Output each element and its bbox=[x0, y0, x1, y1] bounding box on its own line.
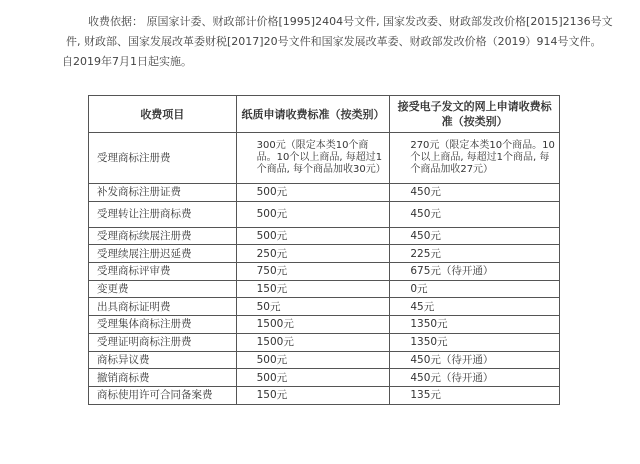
online-fee: 0元 bbox=[390, 280, 560, 298]
online-fee: 45元 bbox=[390, 298, 560, 316]
paper-fee: 750元 bbox=[236, 263, 390, 281]
paper-fee: 500元 bbox=[236, 351, 390, 369]
table-row bbox=[89, 351, 560, 369]
table-row bbox=[89, 280, 560, 298]
fee-item: 出具商标证明费 bbox=[89, 298, 237, 316]
fee-item: 受理商标评审费 bbox=[89, 263, 237, 281]
online-fee: 1350元 bbox=[390, 316, 560, 334]
paper-fee: 150元 bbox=[236, 386, 390, 404]
effective-date: 自2019年7月1日起实施。 bbox=[62, 55, 192, 68]
table-row bbox=[89, 245, 560, 263]
table-row bbox=[89, 386, 560, 404]
fee-item: 撤销商标费 bbox=[89, 369, 237, 387]
table-row bbox=[89, 333, 560, 351]
paper-fee: 1500元 bbox=[236, 333, 390, 351]
header-paper-fee: 纸质申请收费标准（按类别） bbox=[236, 96, 390, 133]
header-online-fee: 接受电子发文的网上申请收费标准（按类别） bbox=[390, 96, 560, 133]
online-fee: 675元（待开通） bbox=[390, 263, 560, 281]
fee-item: 商标使用许可合同备案费 bbox=[89, 386, 237, 404]
online-fee: 450元 bbox=[390, 227, 560, 245]
table-row bbox=[89, 227, 560, 245]
table-row bbox=[89, 369, 560, 387]
paper-fee: 500元 bbox=[236, 227, 390, 245]
paper-fee: 50元 bbox=[236, 298, 390, 316]
online-fee: 135元 bbox=[390, 386, 560, 404]
table-row bbox=[89, 316, 560, 334]
online-fee: 450元 bbox=[390, 201, 560, 227]
table-row bbox=[89, 133, 560, 184]
fee-basis-paragraph: 收费依据： 原国家计委、财政部计价格[1995]2404号文件, 国家发改委、财政部发改价格[2015]2136号文件, 财政部、国家发展改革委财税[2017]20号文件和国家发展改革委、财政部发改价格（2019）914号文件。 bbox=[66, 15, 613, 48]
paper-fee: 500元 bbox=[236, 369, 390, 387]
fee-item: 受理转让注册商标费 bbox=[89, 201, 237, 227]
table-row bbox=[89, 298, 560, 316]
fee-item: 受理商标注册费 bbox=[89, 133, 237, 184]
fee-table bbox=[88, 95, 560, 405]
online-fee: 450元 bbox=[390, 184, 560, 202]
online-fee: 1350元 bbox=[390, 333, 560, 351]
fee-item: 受理证明商标注册费 bbox=[89, 333, 237, 351]
fee-item: 补发商标注册证费 bbox=[89, 184, 237, 202]
paper-fee: 500元 bbox=[236, 184, 390, 202]
fee-item: 变更费 bbox=[89, 280, 237, 298]
online-fee: 270元（限定本类10个商品。10个以上商品, 每超过1个商品, 每个商品加收27元） bbox=[390, 133, 560, 184]
paper-fee: 500元 bbox=[236, 201, 390, 227]
paper-fee: 150元 bbox=[236, 280, 390, 298]
table-row bbox=[89, 184, 560, 202]
table-row bbox=[89, 263, 560, 281]
online-fee: 450元（待开通） bbox=[390, 351, 560, 369]
intro-text bbox=[62, 12, 626, 72]
paper-fee: 300元（限定本类10个商品。10个以上商品, 每超过1个商品, 每个商品加收30元） bbox=[236, 133, 390, 184]
table-row bbox=[89, 201, 560, 227]
fee-item: 商标异议费 bbox=[89, 351, 237, 369]
online-fee: 450元（待开通） bbox=[390, 369, 560, 387]
online-fee: 225元 bbox=[390, 245, 560, 263]
fee-item: 受理商标续展注册费 bbox=[89, 227, 237, 245]
fee-item: 受理续展注册迟延费 bbox=[89, 245, 237, 263]
paper-fee: 1500元 bbox=[236, 316, 390, 334]
table-header-row bbox=[89, 96, 560, 133]
header-fee-item: 收费项目 bbox=[89, 96, 237, 133]
fee-item: 受理集体商标注册费 bbox=[89, 316, 237, 334]
paper-fee: 250元 bbox=[236, 245, 390, 263]
